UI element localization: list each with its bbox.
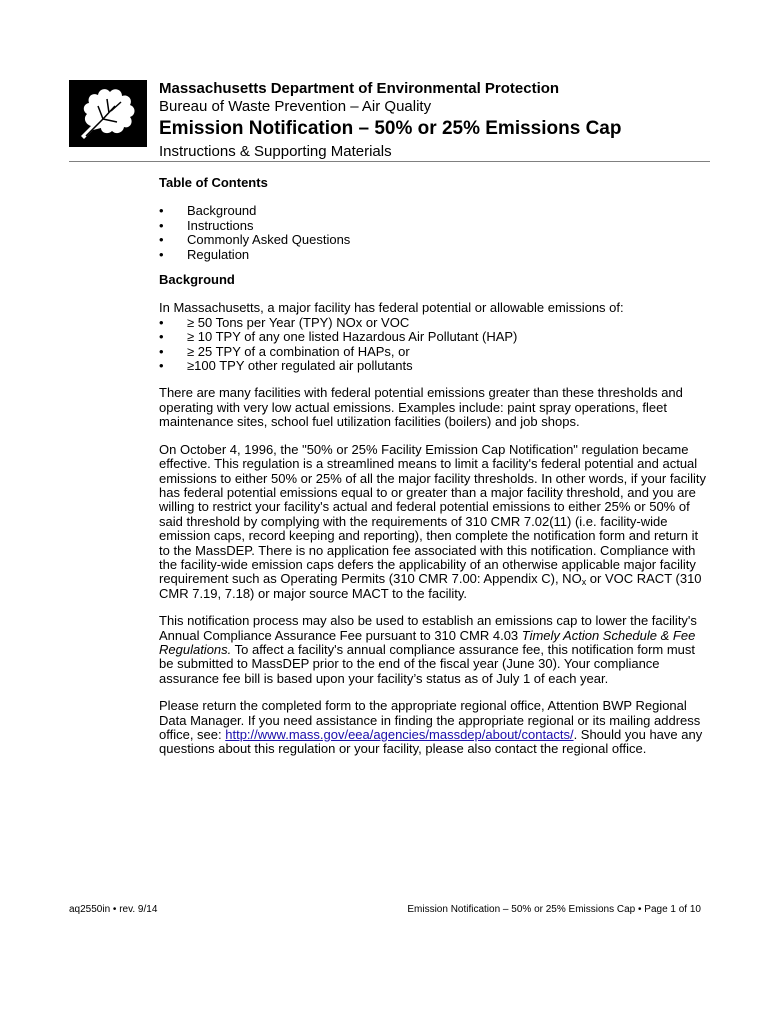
threshold-item: • ≥ 50 Tons per Year (TPY) NOx or VOC — [159, 316, 707, 330]
contacts-link[interactable]: http://www.mass.gov/eea/agencies/massdep/about/contacts/ — [225, 727, 574, 742]
background-paragraph: On October 4, 1996, the "50% or 25% Facility Emission Cap Notification" regulation became effective. This regulation is a streamlined means to limit a facility's federal potential and actual emissions to either 50% or 25% of all the major facility thresholds. In other words, if your facility has federal potential emissions equal to or greater than a major facility threshold, and you are willing to restrict your facility's actual and federal potential emissions to either 25% or 50% of said threshold by complying with the requirements of 310 CMR 7.02(11) (i.e. facility-wide emission caps, record keeping and reporting), then complete the notification form and return it to the MassDEP. There is no application fee associated with this notification. Compliance with the facility-wide emission caps defers the applicability of an otherwise applicable major facility requirement such as Operating Permits (310 CMR 7.00: Appendix C), $NO_x$ or VOC RACT (310 CMR 7.19, 7.18) or major source MACT to the facility. — [159, 441, 706, 601]
toc-item: • Instructions — [159, 219, 707, 233]
toc-item: • Background — [159, 204, 707, 218]
page-footer: Emission Notification – 50% or 25% Emissions Cap • Page 1 of 10 — [407, 904, 701, 915]
toc-item: • Regulation — [159, 248, 707, 262]
form-title: Emission Notification – 50% or 25% Emissions Cap — [159, 118, 622, 139]
bureau-name: Bureau of Waste Prevention – Air Quality — [159, 98, 432, 115]
toc-heading: Table of Contents — [159, 175, 268, 190]
threshold-item: • ≥ 10 TPY of any one listed Hazardous Air Pollutant (HAP) — [159, 330, 707, 344]
header-divider — [69, 161, 710, 162]
massdep-logo — [69, 80, 147, 147]
toc-item: • Commonly Asked Questions — [159, 233, 707, 247]
background-intro: In Massachusetts, a major facility has federal potential or allowable emissions of: — [159, 300, 624, 316]
threshold-item: • ≥ 25 TPY of a combination of HAPs, or — [159, 345, 707, 359]
document-header — [159, 80, 719, 161]
agency-name: Massachusetts Department of Environmental Protection — [159, 80, 560, 97]
background-paragraph: There are many facilities with federal potential emissions greater than these thresholds and operating with very low actual emissions. Examples include: paint spray operations, fleet maintenance sites, school fuel utilization facilities (boilers) and job shops. — [159, 385, 683, 430]
oak-leaf-icon — [73, 84, 143, 143]
background-heading: Background — [159, 272, 235, 288]
threshold-item: • ≥100 TPY other regulated air pollutants — [159, 359, 707, 373]
toc-list — [159, 204, 707, 262]
background-paragraph: Please return the completed form to the appropriate regional office, Attention BWP Regional Data Manager. If you need assistance in finding the appropriate regional or its mailing address office, see: http://www.mass.gov/eea/agencies/massdep/about/contacts/. Should you have any questions about this regulation or your facility, please also contact the regional office. — [159, 698, 703, 757]
background-paragraph: This notification process may also be used to establish an emissions cap to lower the facility's Annual Compliance Assurance Fee pursuant to 310 CMR 4.03 Timely Action Schedule & Fee Regulations. To affect a facility's annual compliance assurance fee, this notification form must be submitted to MassDEP prior to the end of the fiscal year (June 30). Your compliance assurance fee bill is based upon your facility’s status as of July 1 of each year. — [159, 613, 697, 686]
threshold-list — [159, 316, 707, 374]
form-code: aq2550in • rev. 9/14 — [69, 904, 158, 915]
document-body — [159, 176, 707, 757]
form-subtitle: Instructions & Supporting Materials — [159, 143, 392, 160]
